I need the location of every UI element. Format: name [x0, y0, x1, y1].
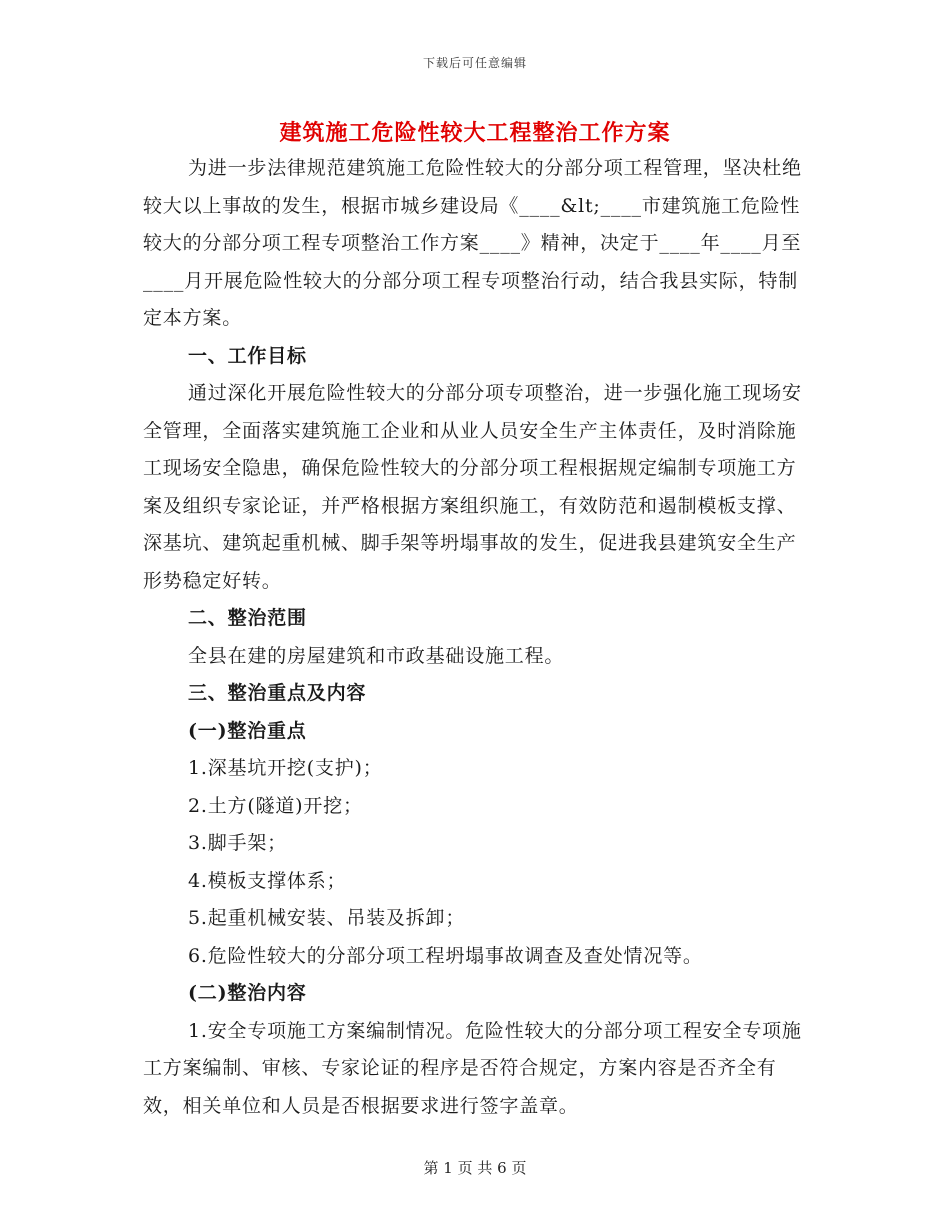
list-item: 5.起重机械安装、吊装及拆卸；	[188, 907, 466, 929]
section-1-heading: 一、工作目标	[188, 344, 307, 367]
section-3-subheading-focus: (一)整治重点	[188, 719, 307, 742]
section-2-heading: 二、整治范围	[188, 607, 307, 629]
section-3-heading: 三、整治重点及内容	[188, 682, 367, 704]
list-item: 3.脚手架；	[188, 832, 287, 854]
section-2-text: 全县在建的房屋建筑和市政基础设施工程。	[188, 644, 565, 667]
section-1-text: 通过深化开展危险性较大的分部分项专项整治，进一步强化施工现场安全管理，全面落实建筑施工企业和从业人员安全生产主体责任，及时消除施工现场安全隐患，确保危险性较大的分部分项工程根据规定编制专项施工方案及组织专家论证，并严格根据方案组织施工，有效防范和遏制模板支撑、深基坑、建筑起重机械、脚手架等坍塌事故的发生，促进我县建筑安全生产形势稳定好转。	[143, 382, 802, 592]
list-item: 4.模板支撑体系；	[188, 869, 347, 892]
document-title: 建筑施工危险性较大工程整治工作方案	[279, 120, 671, 146]
document-body	[143, 150, 803, 1125]
intro-paragraph: 为进一步法律规范建筑施工危险性较大的分部分项工程管理，坚决杜绝较大以上事故的发生，根据市城乡建设局《____&lt;____市建筑施工危险性较大的分部分项工程专项整治工作方案____》精神，决定于____年____月至____月开展危险性较大的分部分项工程专项整治行动，结合我县实际，特制定本方案。	[143, 157, 802, 329]
list-item: 6.危险性较大的分部分项工程坍塌事故调查及查处情况等。	[188, 944, 703, 967]
list-item: 2.土方(隧道)开挖；	[188, 794, 363, 817]
page-header-note: 下载后可任意编辑	[422, 56, 527, 70]
page-number: 第 1 页 共 6 页	[423, 1159, 527, 1177]
list-item: 1.深基坑开挖(支护)；	[188, 757, 383, 779]
section-3-subheading-content: (二)整治内容	[188, 982, 307, 1004]
content-paragraph: 1.安全专项施工方案编制情况。危险性较大的分部分项工程安全专项施工方案编制、审核、专家论证的程序是否符合规定，方案内容是否齐全有效，相关单位和人员是否根据要求进行签字盖章。	[143, 1019, 802, 1117]
